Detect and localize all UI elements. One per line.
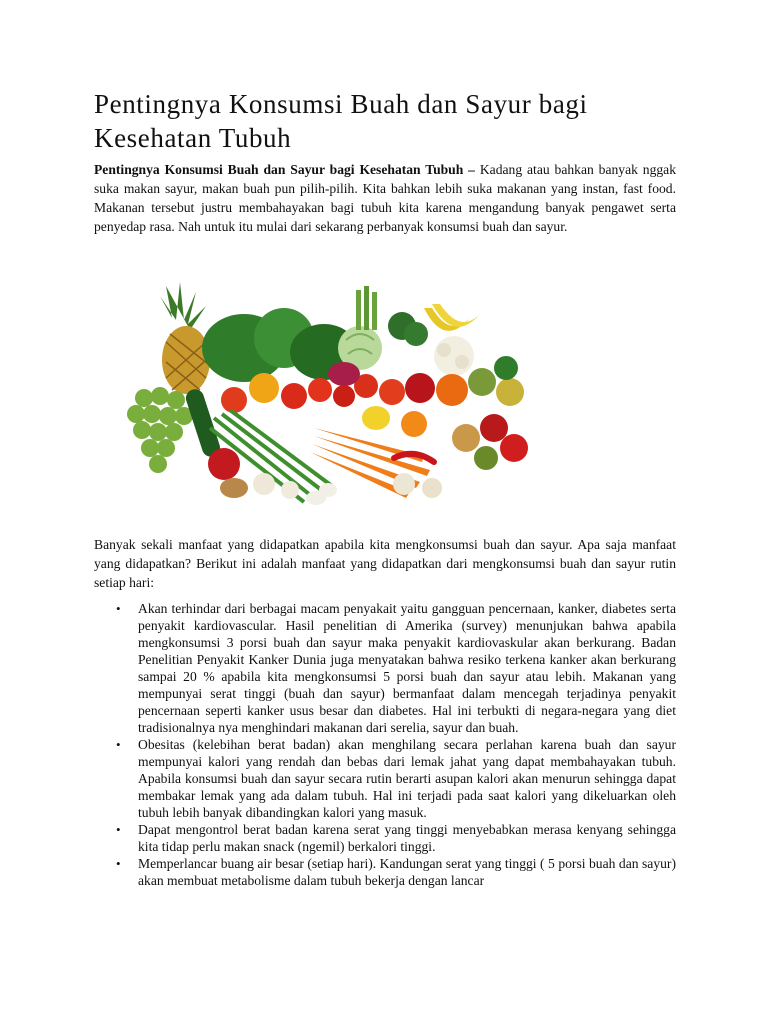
list-item-text: Akan terhindar dari berbagai macam penyakait yaitu gangguan pencernaan, kanker, diabetes serta penyakit kardiovascular. Hasil penelitian di Amerika (survey) menunjukan bahwa apabila mengkonsumsi 3 porsi buah dan sayur maka penyakit kardiovaskular akan berkurang. Badan Penelitian Penyakit Kanker Dunia juga menyatakan bahwa resiko terkena kanker akan berkurang sampai 20 % apabila kita mengkonsumsi 5 porsi buah dan sayur atau lebih. Makanan yang mempunyai serat tinggi (buah dan sayur) bermanfaat dalam mencegah terjadinya penyakit pencernaan seperti kanker usus besar dan diabetes. Hal ini terbukti di negara-negara yang diet tradisionalnya nya menghindari makanan dari serelia, sayur dan buah. xyxy=(138,601,676,735)
benefits-intro-paragraph: Banyak sekali manfaat yang didapatkan apabila kita mengkonsumsi buah dan sayur. Apa saja manfaat yang didapatkan? Berikut ini adalah manfaat yang didapatkan dari mengkonsumsi buah dan sayur rutin setiap hari: xyxy=(94,537,676,590)
list-item xyxy=(94,821,676,855)
intro-lead: Pentingnya Konsumsi Buah dan Sayur bagi Kesehatan Tubuh – xyxy=(94,162,475,177)
list-item xyxy=(94,736,676,821)
list-item-text: Memperlancar buang air besar (setiap hari). Kandungan serat yang tinggi ( 5 porsi buah dan sayur) akan membuat metabolisme dalam tubuh bekerja dengan lancar xyxy=(138,856,676,888)
bullet-icon: • xyxy=(116,856,121,871)
list-item-text: Dapat mengontrol berat badan karena serat yang tinggi menyebabkan merasa kenyang sehingga kita tidap perlu makan snack (ngemil) berkalori tinggi. xyxy=(138,822,676,854)
pineapple-icon xyxy=(160,282,210,394)
bullet-icon: • xyxy=(116,737,121,752)
article-title: Pentingnya Konsumsi Buah dan Sayur bagi Kesehatan Tubuh xyxy=(94,89,588,153)
list-item-text: Obesitas (kelebihan berat badan) akan menghilang secara perlahan karena buah dan sayur mempunyai kalori yang rendah dan bebas dari lemak jahat yang dapat membahayakan tubuh. Apabila konsumsi buah dan sayur secara rutin berarti asupan kalori akan menurun sehingga dapat membakar lemak yang ada dalam tubuh. Hal ini terjadi pada saat kalori yang dikeluarkan oleh tubuh lebih banyak dibandingkan kalori yang masuk. xyxy=(138,737,676,820)
intro-paragraph xyxy=(94,160,676,236)
list-item xyxy=(94,855,676,889)
bullet-icon: • xyxy=(116,822,121,837)
bullet-icon: • xyxy=(116,601,121,616)
fruits-vegetables-image xyxy=(114,278,554,518)
list-item xyxy=(94,600,676,736)
intro-text: Kadang atau bahkan banyak nggak suka makan sayur, makan buah pun pilih-pilih. Kita bahkan lebih suka makanan yang instan, fast food. Makanan tersebut justru membahayakan bagi tubuh kita karena mengandung banyak pengawet serta penyedap rasa. Nah untuk itu mulai dari sekarang perbanyak konsumsi buah dan sayur. xyxy=(94,162,676,234)
benefits-list xyxy=(94,600,676,889)
